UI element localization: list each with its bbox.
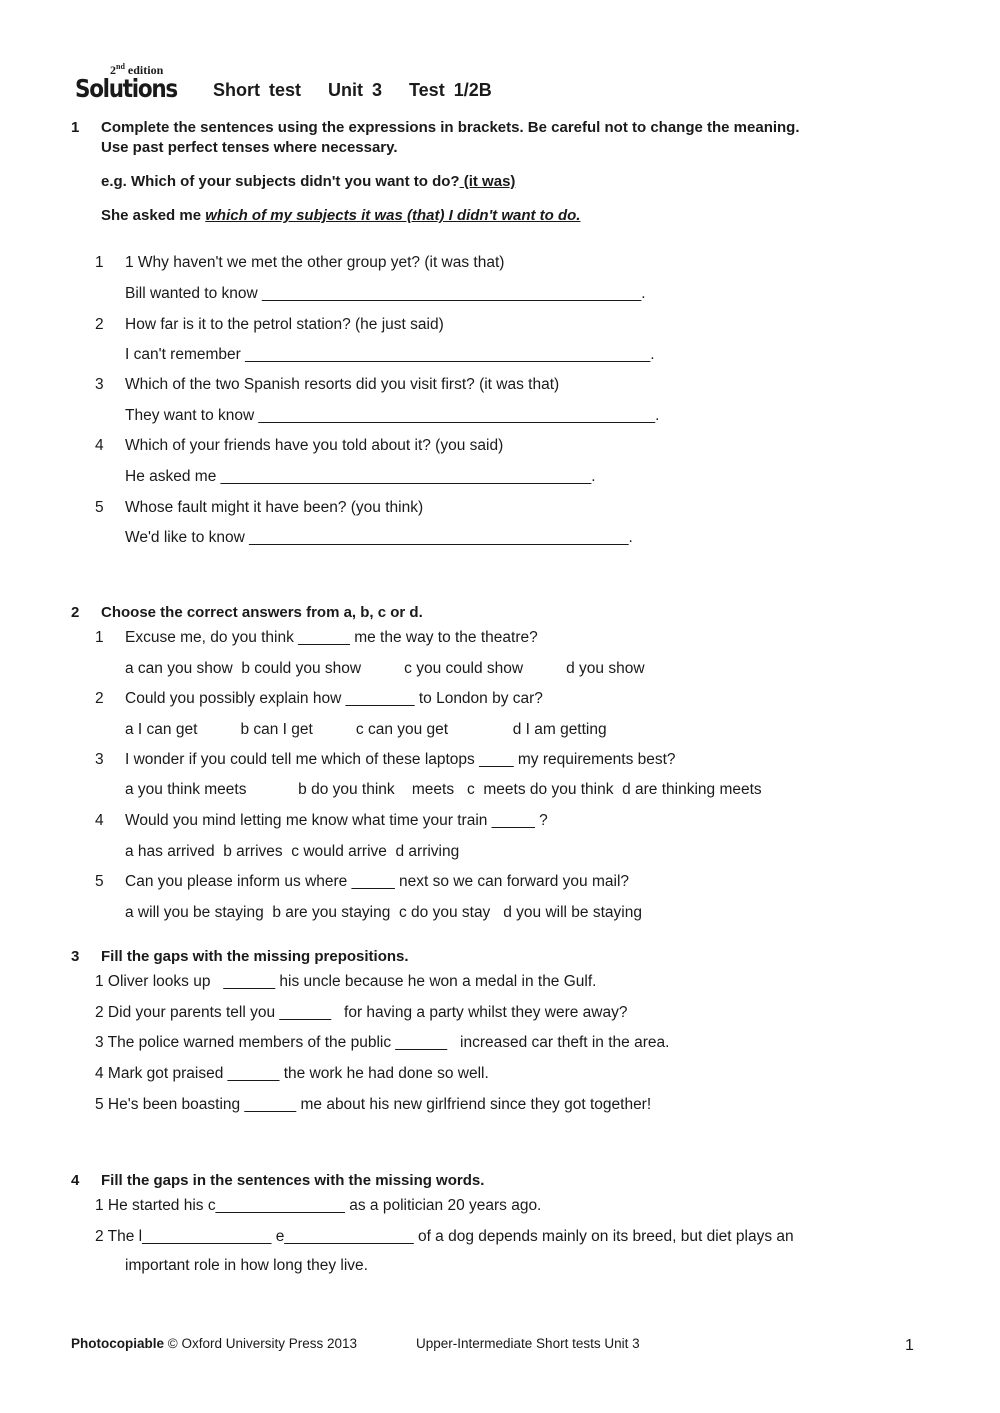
- s1-item-1-question: 1 Why haven't we met the other group yet? (it was that): [125, 254, 505, 271]
- s2-item-2-number: 2: [95, 690, 104, 707]
- section-1-instruction-line1: Complete the sentences using the expressions in brackets. Be careful not to change the meaning.: [101, 119, 800, 136]
- footer-course: Upper-Intermediate Short tests Unit 3: [416, 1336, 640, 1351]
- s2-item-3-number: 3: [95, 751, 104, 768]
- edition-suffix: nd: [116, 62, 125, 71]
- s2-item-5-options[interactable]: a will you be staying b are you staying c do you stay d you will be staying: [125, 904, 642, 921]
- s3-item-5[interactable]: 5 He's been boasting ______ me about his new girlfriend since they got together!: [95, 1096, 652, 1113]
- s1-item-4-answer-line[interactable]: He asked me ___________________________________________.: [125, 468, 596, 485]
- section-1-number: 1: [71, 119, 80, 136]
- s2-item-4-question: Would you mind letting me know what time your train _____ ?: [125, 812, 548, 829]
- s2-item-1-question: Excuse me, do you think ______ me the way to the theatre?: [125, 629, 538, 646]
- s1-item-4-question: Which of your friends have you told about it? (you said): [125, 437, 504, 454]
- s1-item-4-number: 4: [95, 437, 104, 454]
- s1-item-5-number: 5: [95, 499, 104, 516]
- section-4-number: 4: [71, 1172, 80, 1189]
- example-hint: (it was): [459, 173, 516, 190]
- edition-number: 2: [110, 63, 116, 77]
- s3-item-2[interactable]: 2 Did your parents tell you ______ for having a party whilst they were away?: [95, 1004, 628, 1021]
- s2-item-4-number: 4: [95, 812, 104, 829]
- page-number: 1: [905, 1337, 914, 1354]
- s2-item-1-number: 1: [95, 629, 104, 646]
- s3-item-1[interactable]: 1 Oliver looks up ______ his uncle because he won a medal in the Gulf.: [95, 973, 597, 990]
- section-1-instruction-line2: Use past perfect tenses where necessary.: [101, 139, 398, 156]
- s4-item-2-continuation: important role in how long they live.: [125, 1257, 368, 1274]
- s2-item-3-options[interactable]: a you think meets b do you think meets c meets do you think d are thinking meets: [125, 781, 762, 798]
- s2-item-3-question: I wonder if you could tell me which of these laptops ____ my requirements best?: [125, 751, 676, 768]
- footer-copyright: [71, 1336, 357, 1351]
- s2-item-2-question: Could you possibly explain how ________ to London by car?: [125, 690, 543, 707]
- s1-item-3-question: Which of the two Spanish resorts did you visit first? (it was that): [125, 376, 560, 393]
- s2-item-5-number: 5: [95, 873, 104, 890]
- s3-item-3[interactable]: 3 The police warned members of the public ______ increased car theft in the area.: [95, 1034, 670, 1051]
- s1-item-2-question: How far is it to the petrol station? (he just said): [125, 316, 444, 333]
- footer-copyright-text: © Oxford University Press 2013: [164, 1336, 358, 1351]
- page-title: Short test Unit 3 Test 1/2B: [213, 80, 492, 100]
- example-answer: [101, 207, 580, 224]
- s1-item-5-question: Whose fault might it have been? (you think): [125, 499, 424, 516]
- s4-item-2[interactable]: 2 The l_______________ e_______________ of a dog depends mainly on its breed, but diet plays an: [95, 1228, 794, 1245]
- s2-item-1-options[interactable]: a can you show b could you show c you could show d you show: [125, 660, 645, 677]
- section-3-instruction: Fill the gaps with the missing prepositions.: [101, 948, 409, 965]
- s1-item-3-answer-line[interactable]: They want to know ______________________________________________.: [125, 407, 660, 424]
- s4-item-1[interactable]: 1 He started his c_______________ as a politician 20 years ago.: [95, 1197, 542, 1214]
- example-question: [101, 173, 515, 190]
- footer-photocopiable: Photocopiable: [71, 1336, 165, 1351]
- section-4-instruction: Fill the gaps in the sentences with the missing words.: [101, 1172, 485, 1189]
- s1-item-3-number: 3: [95, 376, 104, 393]
- edition-word: edition: [124, 63, 164, 77]
- section-2-number: 2: [71, 604, 80, 621]
- example-answer-prefix: She asked me: [101, 207, 206, 224]
- example-question-text: e.g. Which of your subjects didn't you want to do?: [101, 173, 460, 190]
- s1-item-2-answer-line[interactable]: I can't remember _______________________________________________.: [125, 346, 655, 363]
- s2-item-4-options[interactable]: a has arrived b arrives c would arrive d arriving: [125, 843, 460, 860]
- section-3-number: 3: [71, 948, 80, 965]
- example-answer-text: which of my subjects it was (that) I didn't want to do.: [205, 207, 581, 224]
- s2-item-5-question: Can you please inform us where _____ next so we can forward you mail?: [125, 873, 630, 890]
- s2-item-2-options[interactable]: a I can get b can I get c can you get d I am getting: [125, 721, 607, 738]
- s1-item-5-answer-line[interactable]: We'd like to know ____________________________________________.: [125, 529, 633, 546]
- solutions-logo: Solutions: [75, 74, 177, 103]
- s1-item-2-number: 2: [95, 316, 104, 333]
- section-2-instruction: Choose the correct answers from a, b, c or d.: [101, 604, 423, 621]
- s1-item-1-answer-line[interactable]: Bill wanted to know ____________________________________________.: [125, 285, 646, 302]
- s1-item-1-number: 1: [95, 254, 104, 271]
- s3-item-4[interactable]: 4 Mark got praised ______ the work he had done so well.: [95, 1065, 489, 1082]
